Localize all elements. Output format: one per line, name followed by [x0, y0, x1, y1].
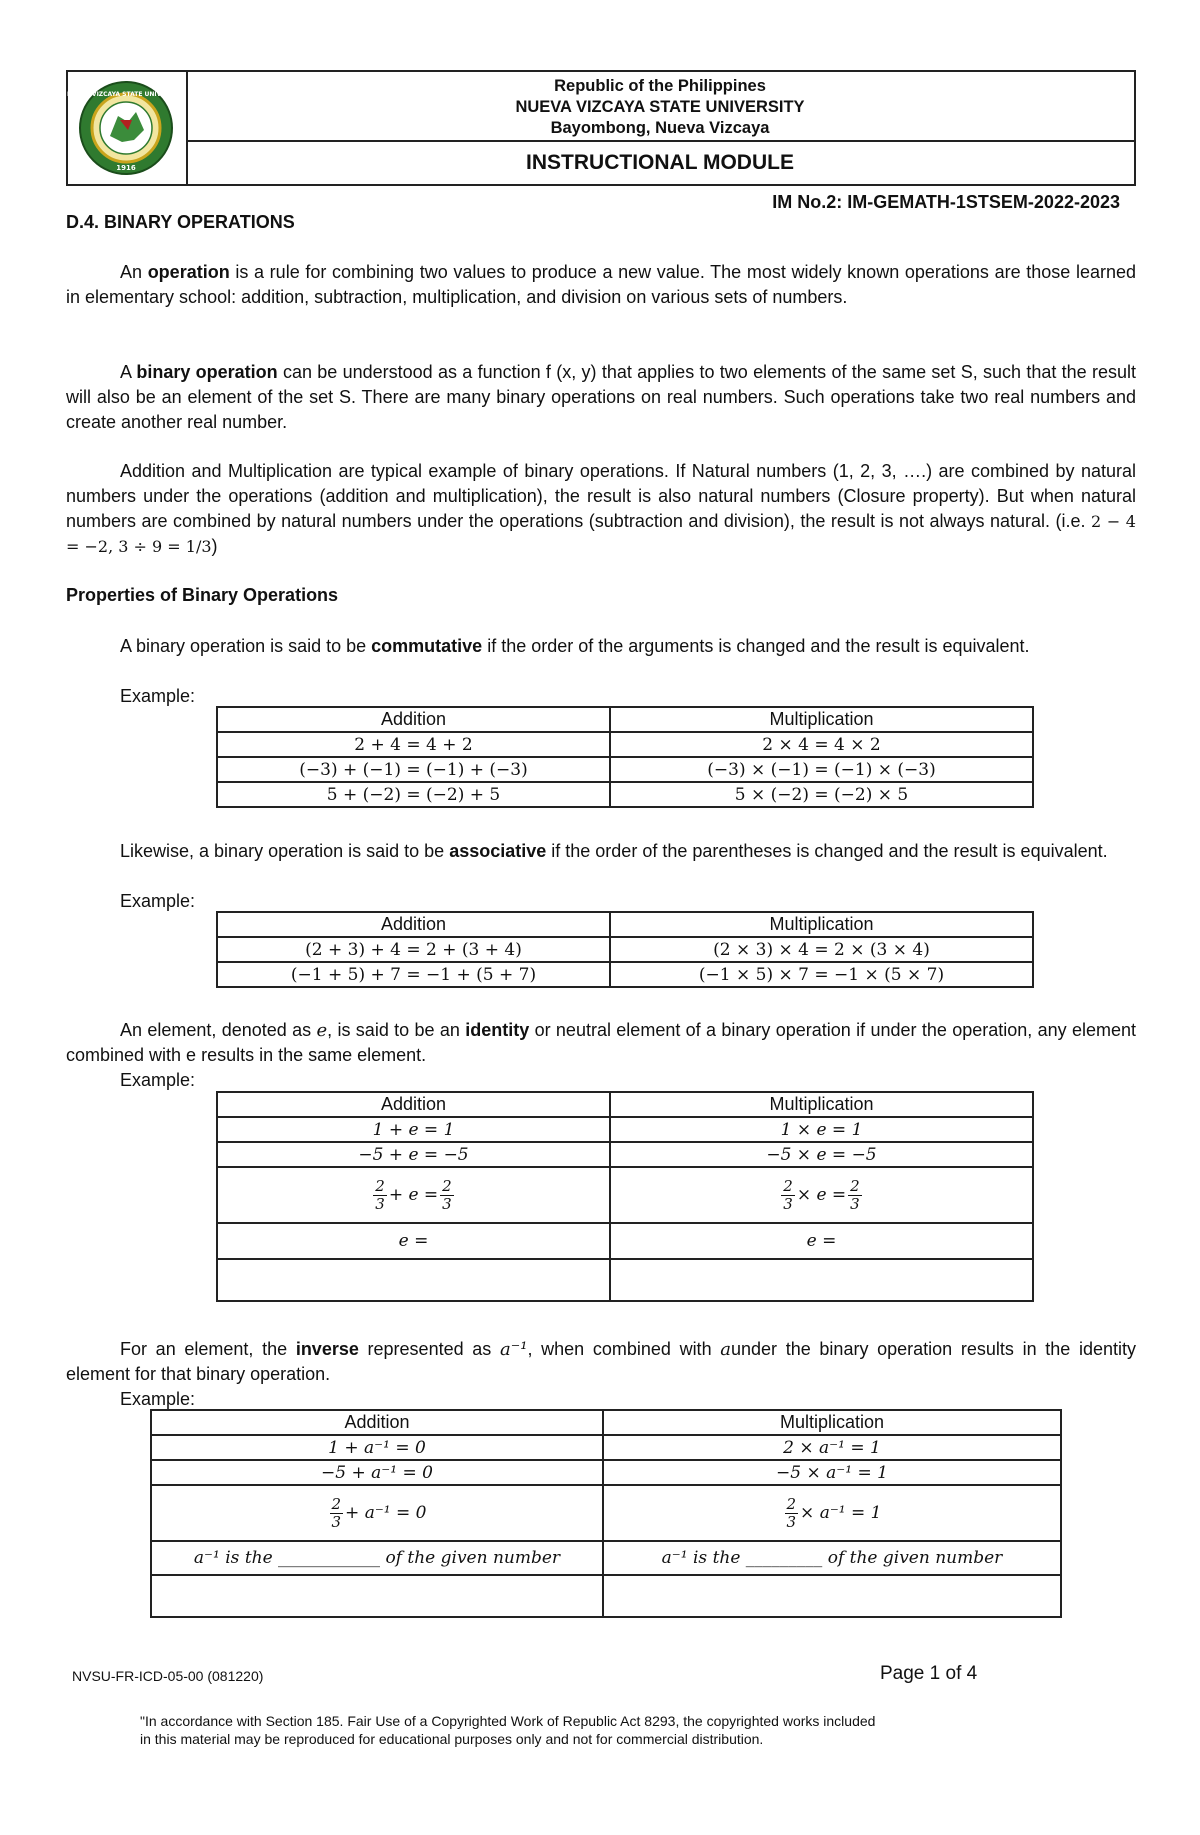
fraction [785, 1496, 799, 1531]
fraction [781, 1178, 795, 1213]
logo-cell [68, 72, 188, 184]
column-header: Addition [217, 1092, 610, 1117]
fill-in-cell: a⁻¹ is the ____________ of the given number [151, 1541, 603, 1575]
frac-operator: × a⁻¹ = 1 [800, 1502, 882, 1523]
inverse-table [150, 1409, 1062, 1618]
associative-example-label: Example: [120, 891, 196, 911]
inv-pre: For an element, the [120, 1339, 296, 1359]
fraction-numerator: 2 [786, 1494, 797, 1513]
p3-math: 2 − 4 = −2, 3 ÷ 9 = 1/3 [66, 512, 1136, 556]
table-cell: 5 × (−2) = (−2) × 5 [610, 782, 1033, 807]
p2-pre: A [120, 362, 137, 382]
fraction-denominator: 3 [442, 1194, 452, 1213]
fraction-denominator: 3 [786, 1512, 797, 1531]
copyright-disclaimer [140, 1712, 1040, 1748]
table-cell: (2 × 3) × 4 = 2 × (3 × 4) [610, 937, 1033, 962]
table-cell: (−3) + (−1) = (−1) + (−3) [217, 757, 610, 782]
table-cell: (−1 + 5) + 7 = −1 + (5 + 7) [217, 962, 610, 987]
disclaimer-line-2: in this material may be reproduced for educational purposes only and not for commercial distribution. [140, 1731, 764, 1747]
table-cell: (2 + 3) + 4 = 2 + (3 + 4) [217, 937, 610, 962]
column-header: Addition [217, 707, 610, 732]
table-cell: 2 × a⁻¹ = 1 [603, 1435, 1061, 1460]
comm-post: if the order of the arguments is changed and the result is equivalent. [482, 636, 1030, 656]
p3-end: ) [211, 536, 218, 556]
inv-var: a [720, 1339, 731, 1360]
table-cell: 5 + (−2) = (−2) + 5 [217, 782, 610, 807]
fraction-numerator: 2 [783, 1176, 793, 1195]
table-header-row [217, 1092, 1033, 1117]
table-row [217, 757, 1033, 782]
fraction [373, 1178, 387, 1213]
ident-var: e [316, 1020, 328, 1041]
column-header: Multiplication [610, 1092, 1033, 1117]
document-header [66, 70, 1136, 186]
paragraph-associative [66, 839, 1136, 864]
answer-cell: e = [217, 1223, 610, 1259]
inv-bold-term: inverse [295, 1339, 359, 1359]
comm-bold-term: commutative [371, 636, 483, 656]
column-header: Addition [151, 1410, 603, 1435]
fraction-numerator: 2 [375, 1176, 385, 1195]
header-institution [186, 72, 1134, 142]
table-row [217, 937, 1033, 962]
table-row [151, 1460, 1061, 1485]
assoc-post: if the order of the parentheses is changed and the result is equivalent. [546, 841, 1108, 861]
p2-post: can be understood as a function f (x, y) that applies to two elements of the same set S, such that the result will also be an element of the set S. There are many binary operations on real numbers. Such operations take two real numbers and create another real number. [66, 362, 1137, 432]
table-header-row [217, 912, 1033, 937]
table-cell: 1 + e = 1 [217, 1117, 610, 1142]
table-cell: (−1 × 5) × 7 = −1 × (5 × 7) [610, 962, 1033, 987]
table-row [217, 782, 1033, 807]
university-seal-logo [66, 80, 186, 176]
ident-mid: , is said to be an [327, 1020, 466, 1040]
associative-table [216, 911, 1034, 988]
table-cell: 1 × e = 1 [610, 1117, 1033, 1142]
fraction-denominator: 3 [850, 1194, 860, 1213]
table-cell: (−3) × (−1) = (−1) × (−3) [610, 757, 1033, 782]
disclaimer-line-1: "In accordance with Section 185. Fair Use of a Copyrighted Work of Republic Act 8293, the copyrighted works included [140, 1713, 876, 1729]
column-header: Multiplication [610, 707, 1033, 732]
fraction [440, 1178, 454, 1213]
fraction-numerator: 2 [331, 1494, 342, 1513]
svg-text:NUEVA VIZCAYA STATE UNIVERSITY: NUEVA VIZCAYA STATE UNIVERSITY [66, 91, 186, 98]
inv-mid2: , when combined with [527, 1339, 721, 1359]
blank-cell [610, 1259, 1033, 1301]
blank-cell [217, 1259, 610, 1301]
fill-in-cell: a⁻¹ is the _________ of the given number [603, 1541, 1061, 1575]
page-number: Page 1 of 4 [880, 1663, 978, 1684]
table-row [151, 1575, 1061, 1617]
fraction-numerator: 2 [850, 1176, 860, 1195]
inv-mid: represented as [358, 1339, 500, 1359]
paragraph-operation [66, 260, 1136, 310]
table-cell [603, 1485, 1061, 1541]
column-header: Addition [217, 912, 610, 937]
frac-operator: + e = [388, 1184, 439, 1205]
p3-text: Addition and Multiplication are typical example of binary operations. If Natural numbers (1, 2, 3, ….) are combined by natural numbers under the operations (addition and multiplication), the result is also natural numbers (Closure property). But when natural numbers are combined by natural numbers under the operations (subtraction and division), the result is not always natural. (i.e. [66, 461, 1136, 531]
table-cell: −5 + e = −5 [217, 1142, 610, 1167]
table-row [217, 732, 1033, 757]
paragraph-commutative [66, 634, 1136, 659]
table-row [217, 962, 1033, 987]
blank-cell [151, 1575, 603, 1617]
fraction-denominator: 3 [331, 1512, 342, 1531]
table-row [151, 1541, 1061, 1575]
table-row [151, 1485, 1061, 1541]
form-code: NVSU-FR-ICD-05-00 (081220) [72, 1668, 264, 1684]
table-cell: −5 × e = −5 [610, 1142, 1033, 1167]
column-header: Multiplication [610, 912, 1033, 937]
assoc-bold-term: associative [449, 841, 547, 861]
table-row [217, 1223, 1033, 1259]
ident-pre: An element, denoted as [120, 1020, 317, 1040]
table-cell: 1 + a⁻¹ = 0 [151, 1435, 603, 1460]
table-cell: 2 × 4 = 4 × 2 [610, 732, 1033, 757]
ident-post: or neutral element of a binary operation if under the operation, any element combined with e results in the same element. [66, 1020, 1136, 1065]
inv-post: under the binary operation results in the identity element for that binary operation. [66, 1339, 1137, 1384]
frac-operator: + a⁻¹ = 0 [345, 1502, 427, 1523]
table-header-row [217, 707, 1033, 732]
p1-post: is a rule for combining two values to produce a new value. The most widely known operations are those learned in elementary school: addition, subtraction, multiplication, and division on various sets of numbers. [66, 262, 1136, 307]
table-cell: −5 × a⁻¹ = 1 [603, 1460, 1061, 1485]
table-row [151, 1435, 1061, 1460]
paragraph-identity [66, 1018, 1136, 1068]
table-cell [610, 1167, 1033, 1223]
frac-operator: × e = [796, 1184, 847, 1205]
table-cell: 2 + 4 = 4 + 2 [217, 732, 610, 757]
identity-example-label: Example: [120, 1070, 196, 1090]
im-number: IM No.2: IM-GEMATH-1STSEM-2022-2023 [772, 192, 1120, 212]
section-title: D.4. BINARY OPERATIONS [66, 212, 295, 232]
table-cell [151, 1485, 603, 1541]
comm-pre: A binary operation is said to be [120, 636, 372, 656]
fraction-denominator: 3 [783, 1194, 793, 1213]
p2-bold-term: binary operation [136, 362, 278, 382]
p1-bold-term: operation [147, 262, 230, 282]
column-header: Multiplication [603, 1410, 1061, 1435]
assoc-pre: Likewise, a binary operation is said to be [120, 841, 450, 861]
answer-cell: e = [610, 1223, 1033, 1259]
svg-text:1916: 1916 [116, 164, 136, 172]
table-row [217, 1117, 1033, 1142]
inv-symbol: a⁻¹ [499, 1339, 528, 1360]
paragraph-closure [66, 459, 1136, 559]
commutative-example-label: Example: [120, 686, 196, 706]
paragraph-inverse [66, 1337, 1136, 1387]
table-row [217, 1142, 1033, 1167]
table-row [217, 1167, 1033, 1223]
fraction-denominator: 3 [375, 1194, 385, 1213]
table-cell: −5 + a⁻¹ = 0 [151, 1460, 603, 1485]
p1-pre: An [120, 262, 148, 282]
blank-cell [603, 1575, 1061, 1617]
module-title: INSTRUCTIONAL MODULE [526, 151, 794, 174]
fraction [330, 1496, 344, 1531]
table-row [217, 1259, 1033, 1301]
header-university: NUEVA VIZCAYA STATE UNIVERSITY [515, 98, 805, 116]
header-republic: Republic of the Philippines [554, 77, 766, 95]
identity-table [216, 1091, 1034, 1302]
ident-bold-term: identity [465, 1020, 530, 1040]
paragraph-binary-operation [66, 360, 1136, 435]
header-location: Bayombong, Nueva Vizcaya [550, 119, 770, 137]
commutative-table [216, 706, 1034, 808]
properties-heading: Properties of Binary Operations [66, 585, 339, 605]
table-cell [217, 1167, 610, 1223]
table-header-row [151, 1410, 1061, 1435]
fraction [848, 1178, 862, 1213]
fraction-numerator: 2 [442, 1176, 452, 1195]
inverse-example-label: Example: [120, 1389, 196, 1409]
